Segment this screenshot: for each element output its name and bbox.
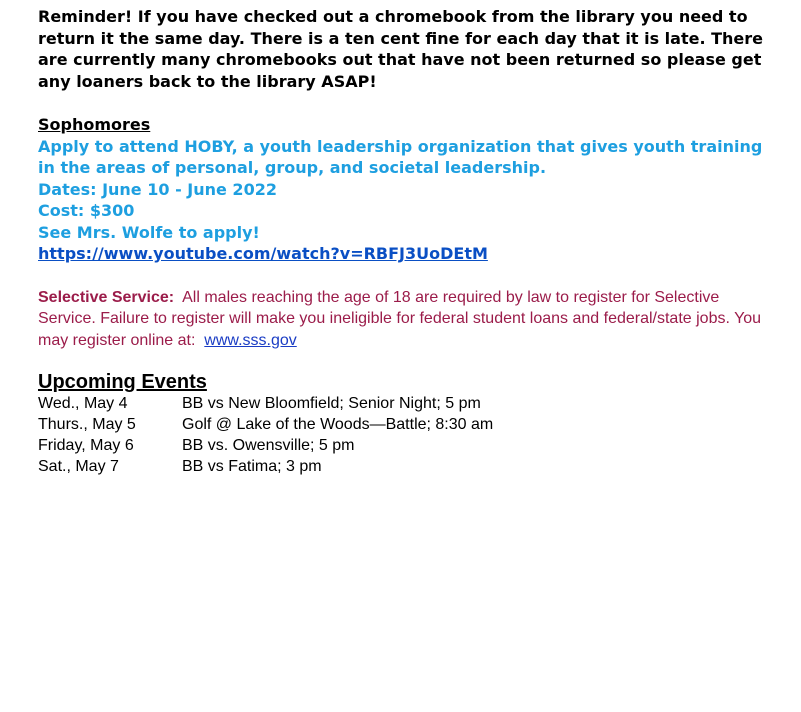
events-table — [38, 393, 493, 477]
hoby-video-link[interactable]: https://www.youtube.com/watch?v=RBFJ3UoDEtM — [38, 244, 488, 263]
selective-service-notice — [38, 287, 778, 352]
event-date: Friday, May 6 — [38, 437, 134, 454]
selective-service-text: All males reaching the age of 18 are required by law to register for Selective Service. Failure to register will make you ineligible for federal student loans and federal/state jobs. You may register online at: — [38, 288, 762, 349]
event-description: BB vs New Bloomfield; Senior Night; 5 pm — [182, 395, 481, 412]
event-row — [38, 393, 493, 414]
event-description: BB vs Fatima; 3 pm — [182, 458, 322, 475]
event-row — [38, 414, 493, 435]
event-row — [38, 456, 493, 477]
hoby-dates: Dates: June 10 - June 2022 — [38, 179, 277, 199]
hoby-announcement — [38, 136, 778, 265]
sss-gov-link[interactable]: www.sss.gov — [204, 331, 297, 349]
library-reminder: Reminder! If you have checked out a chromebook from the library you need to return it the same day. There is a ten cent fine for each day that it is late. There are currently many chromebooks out that have not been returned so please get any loaners back to the library ASAP! — [38, 7, 763, 91]
event-date: Sat., May 7 — [38, 458, 119, 475]
hoby-apply: See Mrs. Wolfe to apply! — [38, 222, 260, 242]
event-description: BB vs. Owensville; 5 pm — [182, 437, 355, 454]
sophomores-heading: Sophomores — [38, 115, 151, 134]
event-description: Golf @ Lake of the Woods—Battle; 8:30 am — [182, 416, 494, 433]
event-row — [38, 435, 493, 456]
document-page — [38, 6, 778, 477]
event-date: Thurs., May 5 — [38, 416, 136, 433]
selective-service-label: Selective Service: — [38, 288, 175, 306]
upcoming-events-heading: Upcoming Events — [38, 371, 207, 393]
hoby-description: Apply to attend HOBY, a youth leadership organization that gives youth training in the areas of personal, group, and societal leadership. — [38, 136, 763, 177]
event-date: Wed., May 4 — [38, 395, 128, 412]
hoby-cost: Cost: $300 — [38, 201, 135, 220]
